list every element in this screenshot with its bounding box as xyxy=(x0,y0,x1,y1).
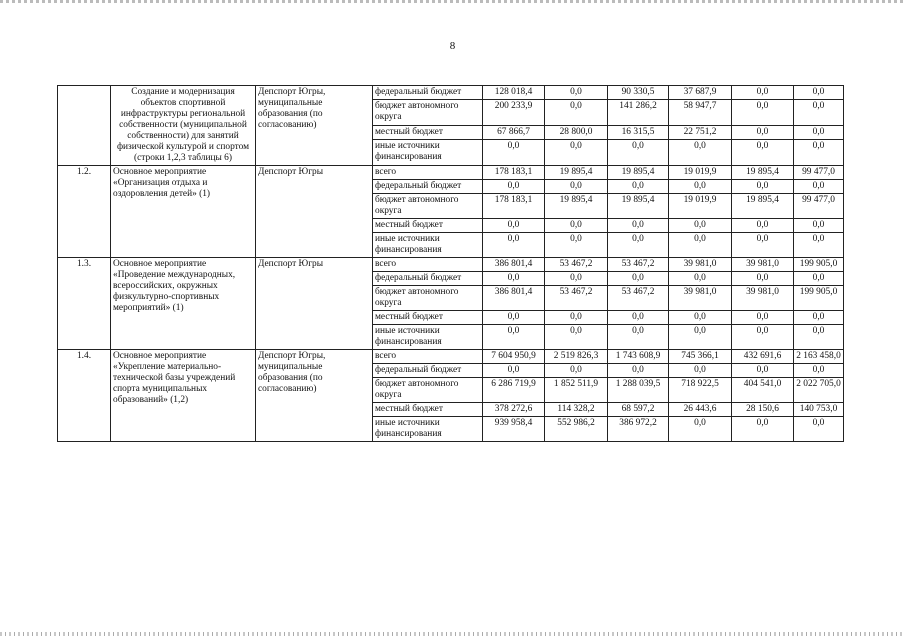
amount-cell: 28 800,0 xyxy=(545,125,608,139)
amount-cell: 19 019,9 xyxy=(669,194,732,219)
amount-cell: 0,0 xyxy=(545,219,608,233)
amount-cell: 0,0 xyxy=(608,272,669,286)
amount-cell: 0,0 xyxy=(545,140,608,166)
amount-cell: 0,0 xyxy=(669,364,732,378)
amount-cell: 22 751,2 xyxy=(669,125,732,139)
amount-cell: 1 852 511,9 xyxy=(545,378,608,403)
amount-cell: 0,0 xyxy=(794,417,844,442)
amount-cell: 0,0 xyxy=(545,180,608,194)
amount-cell: 0,0 xyxy=(732,140,794,166)
funding-source: федеральный бюджет xyxy=(373,272,483,286)
amount-cell: 39 981,0 xyxy=(669,286,732,311)
amount-cell: 178 183,1 xyxy=(483,194,545,219)
amount-cell: 0,0 xyxy=(483,233,545,258)
amount-cell: 19 895,4 xyxy=(732,194,794,219)
amount-cell: 0,0 xyxy=(732,272,794,286)
activity-name: Создание и модернизация объектов спортивной инфраструктуры региональной собственности (муниципальной собственности) для занятий физической культурой и спортом (строки 1,2,3 таблицы 6) xyxy=(111,86,256,166)
funding-source: федеральный бюджет xyxy=(373,364,483,378)
amount-cell: 386 801,4 xyxy=(483,286,545,311)
amount-cell: 39 981,0 xyxy=(732,258,794,272)
amount-cell: 0,0 xyxy=(732,311,794,325)
amount-cell: 39 981,0 xyxy=(732,286,794,311)
amount-cell: 0,0 xyxy=(794,272,844,286)
funding-source: бюджет автономного округа xyxy=(373,194,483,219)
funding-source: иные источники финансирования xyxy=(373,325,483,350)
amount-cell: 90 330,5 xyxy=(608,86,669,100)
amount-cell: 0,0 xyxy=(545,86,608,100)
amount-cell: 53 467,2 xyxy=(545,286,608,311)
amount-cell: 0,0 xyxy=(608,233,669,258)
funding-source: федеральный бюджет xyxy=(373,86,483,100)
amount-cell: 0,0 xyxy=(669,180,732,194)
funding-source: иные источники финансирования xyxy=(373,140,483,166)
amount-cell: 0,0 xyxy=(545,233,608,258)
amount-cell: 0,0 xyxy=(794,311,844,325)
funding-source: всего xyxy=(373,350,483,364)
amount-cell: 39 981,0 xyxy=(669,258,732,272)
amount-cell: 0,0 xyxy=(732,125,794,139)
funding-source: иные источники финансирования xyxy=(373,417,483,442)
amount-cell: 178 183,1 xyxy=(483,166,545,180)
amount-cell: 0,0 xyxy=(794,125,844,139)
amount-cell: 0,0 xyxy=(483,364,545,378)
amount-cell: 745 366,1 xyxy=(669,350,732,364)
amount-cell: 199 905,0 xyxy=(794,286,844,311)
amount-cell: 0,0 xyxy=(732,364,794,378)
amount-cell: 378 272,6 xyxy=(483,403,545,417)
amount-cell: 200 233,9 xyxy=(483,100,545,126)
funding-source: всего xyxy=(373,258,483,272)
amount-cell: 0,0 xyxy=(545,272,608,286)
financing-table xyxy=(57,85,844,442)
amount-cell: 0,0 xyxy=(669,325,732,350)
amount-cell: 1 743 608,9 xyxy=(608,350,669,364)
amount-cell: 0,0 xyxy=(608,364,669,378)
amount-cell: 0,0 xyxy=(483,311,545,325)
amount-cell: 0,0 xyxy=(483,325,545,350)
amount-cell: 0,0 xyxy=(669,140,732,166)
amount-cell: 53 467,2 xyxy=(608,258,669,272)
amount-cell: 0,0 xyxy=(608,325,669,350)
amount-cell: 0,0 xyxy=(732,86,794,100)
funding-source: всего xyxy=(373,166,483,180)
amount-cell: 939 958,4 xyxy=(483,417,545,442)
amount-cell: 99 477,0 xyxy=(794,166,844,180)
amount-cell: 0,0 xyxy=(794,233,844,258)
amount-cell: 19 895,4 xyxy=(732,166,794,180)
amount-cell: 2 519 826,3 xyxy=(545,350,608,364)
amount-cell: 0,0 xyxy=(483,219,545,233)
amount-cell: 0,0 xyxy=(669,233,732,258)
amount-cell: 99 477,0 xyxy=(794,194,844,219)
amount-cell: 432 691,6 xyxy=(732,350,794,364)
row-number: 1.2. xyxy=(58,166,111,258)
amount-cell: 53 467,2 xyxy=(545,258,608,272)
amount-cell: 552 986,2 xyxy=(545,417,608,442)
activity-name: Основное мероприятие «Укрепление материально-технической базы учреждений спорта муниципальных образований» (1,2) xyxy=(111,350,256,442)
amount-cell: 0,0 xyxy=(483,140,545,166)
amount-cell: 114 328,2 xyxy=(545,403,608,417)
amount-cell: 0,0 xyxy=(608,180,669,194)
amount-cell: 0,0 xyxy=(669,417,732,442)
row-number xyxy=(58,86,111,166)
amount-cell: 0,0 xyxy=(483,272,545,286)
amount-cell: 0,0 xyxy=(669,311,732,325)
amount-cell: 199 905,0 xyxy=(794,258,844,272)
amount-cell: 0,0 xyxy=(794,140,844,166)
table-row xyxy=(58,166,844,180)
funding-source: местный бюджет xyxy=(373,311,483,325)
responsible-executor: Депспорт Югры, муниципальные образования (по согласованию) xyxy=(256,86,373,166)
amount-cell: 6 286 719,9 xyxy=(483,378,545,403)
amount-cell: 0,0 xyxy=(732,233,794,258)
amount-cell: 19 895,4 xyxy=(545,166,608,180)
amount-cell: 0,0 xyxy=(794,219,844,233)
amount-cell: 7 604 950,9 xyxy=(483,350,545,364)
amount-cell: 53 467,2 xyxy=(608,286,669,311)
amount-cell: 0,0 xyxy=(669,219,732,233)
amount-cell: 386 972,2 xyxy=(608,417,669,442)
responsible-executor: Депспорт Югры xyxy=(256,166,373,258)
responsible-executor: Депспорт Югры, муниципальные образования (по согласованию) xyxy=(256,350,373,442)
amount-cell: 141 286,2 xyxy=(608,100,669,126)
table-row xyxy=(58,258,844,272)
scan-top-edge xyxy=(0,0,905,3)
amount-cell: 2 163 458,0 xyxy=(794,350,844,364)
amount-cell: 37 687,9 xyxy=(669,86,732,100)
amount-cell: 0,0 xyxy=(732,180,794,194)
amount-cell: 0,0 xyxy=(732,325,794,350)
amount-cell: 140 753,0 xyxy=(794,403,844,417)
activity-name: Основное мероприятие «Проведение международных, всероссийских, окружных физкультурно-спортивных мероприятий» (1) xyxy=(111,258,256,350)
amount-cell: 0,0 xyxy=(794,325,844,350)
amount-cell: 0,0 xyxy=(794,86,844,100)
amount-cell: 718 922,5 xyxy=(669,378,732,403)
funding-source: бюджет автономного округа xyxy=(373,378,483,403)
funding-source: бюджет автономного округа xyxy=(373,286,483,311)
row-number: 1.3. xyxy=(58,258,111,350)
amount-cell: 68 597,2 xyxy=(608,403,669,417)
amount-cell: 0,0 xyxy=(545,364,608,378)
amount-cell: 0,0 xyxy=(732,219,794,233)
amount-cell: 26 443,6 xyxy=(669,403,732,417)
amount-cell: 0,0 xyxy=(732,100,794,126)
activity-name: Основное мероприятие «Организация отдыха и оздоровления детей» (1) xyxy=(111,166,256,258)
amount-cell: 19 019,9 xyxy=(669,166,732,180)
amount-cell: 0,0 xyxy=(794,100,844,126)
amount-cell: 0,0 xyxy=(794,364,844,378)
amount-cell: 0,0 xyxy=(794,180,844,194)
funding-source: федеральный бюджет xyxy=(373,180,483,194)
funding-source: иные источники финансирования xyxy=(373,233,483,258)
responsible-executor: Депспорт Югры xyxy=(256,258,373,350)
table-row xyxy=(58,86,844,100)
amount-cell: 16 315,5 xyxy=(608,125,669,139)
amount-cell: 128 018,4 xyxy=(483,86,545,100)
amount-cell: 0,0 xyxy=(483,180,545,194)
amount-cell: 67 866,7 xyxy=(483,125,545,139)
amount-cell: 0,0 xyxy=(669,272,732,286)
amount-cell: 2 022 705,0 xyxy=(794,378,844,403)
row-number: 1.4. xyxy=(58,350,111,442)
amount-cell: 0,0 xyxy=(608,311,669,325)
amount-cell: 0,0 xyxy=(608,140,669,166)
amount-cell: 28 150,6 xyxy=(732,403,794,417)
amount-cell: 386 801,4 xyxy=(483,258,545,272)
funding-source: местный бюджет xyxy=(373,219,483,233)
amount-cell: 0,0 xyxy=(608,219,669,233)
amount-cell: 19 895,4 xyxy=(608,194,669,219)
amount-cell: 58 947,7 xyxy=(669,100,732,126)
funding-source: местный бюджет xyxy=(373,403,483,417)
funding-source: местный бюджет xyxy=(373,125,483,139)
amount-cell: 1 288 039,5 xyxy=(608,378,669,403)
amount-cell: 404 541,0 xyxy=(732,378,794,403)
amount-cell: 0,0 xyxy=(545,311,608,325)
scan-bottom-edge xyxy=(0,632,905,636)
amount-cell: 0,0 xyxy=(545,325,608,350)
amount-cell: 0,0 xyxy=(732,417,794,442)
amount-cell: 19 895,4 xyxy=(545,194,608,219)
amount-cell: 0,0 xyxy=(545,100,608,126)
page-number: 8 xyxy=(449,40,456,52)
amount-cell: 19 895,4 xyxy=(608,166,669,180)
funding-source: бюджет автономного округа xyxy=(373,100,483,126)
table-row xyxy=(58,350,844,364)
